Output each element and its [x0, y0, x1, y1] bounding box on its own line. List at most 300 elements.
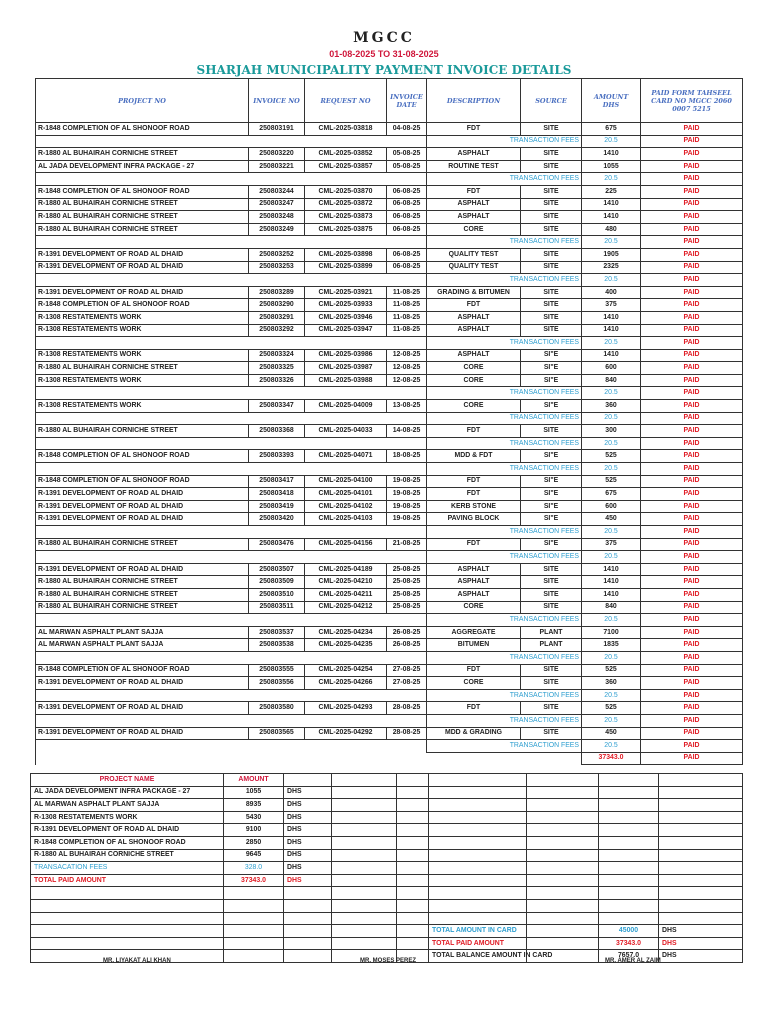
source-cell: SITE [521, 576, 582, 589]
request-cell: CML-2025-04293 [305, 702, 387, 715]
fee-amount: 20.5 [582, 651, 641, 664]
summary-project-name: R-1308 RESTATEMENTS WORK [31, 811, 224, 824]
fee-label: TRANSACTION FEES [427, 526, 582, 539]
status-badge: PAID [641, 563, 743, 576]
table-row [36, 626, 743, 639]
description-cell: ASPHALT [427, 588, 521, 601]
amount-cell: 525 [582, 664, 641, 677]
source-cell: SITE [521, 211, 582, 224]
description-cell: ASPHALT [427, 324, 521, 337]
empty-cell [397, 912, 429, 925]
fee-amount: 20.5 [582, 437, 641, 450]
table-row [36, 500, 743, 513]
request-cell: CML-2025-04211 [305, 588, 387, 601]
amount-cell: 225 [582, 185, 641, 198]
status-badge: PAID [641, 374, 743, 387]
date-cell: 19-08-25 [387, 488, 427, 501]
transaction-fee-row [36, 274, 743, 287]
source-cell: SI"E [521, 362, 582, 375]
source-cell: SI"E [521, 475, 582, 488]
period-range: 01-08-2025 TO 31-08-2025 [329, 49, 439, 59]
empty-cell [397, 862, 429, 875]
status-badge: PAID [641, 123, 743, 136]
date-cell: 12-08-25 [387, 349, 427, 362]
empty-cell [527, 899, 599, 912]
summary-row [31, 874, 743, 887]
spacer-cell [36, 274, 427, 287]
summary-amount: 1055 [224, 786, 284, 799]
empty-cell [599, 799, 659, 812]
empty-cell [397, 849, 429, 862]
empty-cell [284, 887, 332, 900]
empty-cell [659, 786, 743, 799]
description-cell: FDT [427, 488, 521, 501]
project-cell: R-1880 AL BUHAIRAH CORNICHE STREET [36, 362, 249, 375]
summary-amount: 9100 [224, 824, 284, 837]
status-badge: PAID [641, 274, 743, 287]
invoice-cell: 250803580 [249, 702, 305, 715]
request-cell: CML-2025-04235 [305, 639, 387, 652]
request-cell: CML-2025-04212 [305, 601, 387, 614]
status-badge: PAID [641, 160, 743, 173]
project-cell: R-1848 COMPLETION OF AL SHONOOF ROAD [36, 123, 249, 136]
status-badge: PAID [641, 639, 743, 652]
source-cell: PLANT [521, 639, 582, 652]
status-badge: PAID [641, 740, 743, 753]
status-badge: PAID [641, 513, 743, 526]
signature-amer: MR. AMER AL ZAIM [605, 958, 661, 964]
request-cell: CML-2025-04102 [305, 500, 387, 513]
summary-blank-row [31, 887, 743, 900]
empty-cell [397, 811, 429, 824]
invoice-cell: 250803252 [249, 248, 305, 261]
status-badge: PAID [641, 223, 743, 236]
empty-cell [332, 925, 397, 938]
table-row [36, 513, 743, 526]
date-cell: 25-08-25 [387, 576, 427, 589]
project-cell: R-1391 DEVELOPMENT OF ROAD AL DHAID [36, 677, 249, 690]
summary-project-name: TRANSACATION FEES [31, 862, 224, 875]
summary-project-name: R-1880 AL BUHAIRAH CORNICHE STREET [31, 849, 224, 862]
summary-unit: DHS [284, 811, 332, 824]
empty-cell [659, 849, 743, 862]
invoice-cell: 250803510 [249, 588, 305, 601]
amount-cell: 450 [582, 727, 641, 740]
empty-cell [284, 950, 332, 963]
card-label: TOTAL AMOUNT IN CARD [429, 925, 527, 938]
date-cell: 11-08-25 [387, 299, 427, 312]
request-cell: CML-2025-04103 [305, 513, 387, 526]
date-cell: 06-08-25 [387, 198, 427, 211]
col-project: PROJECT NO [36, 79, 249, 123]
summary-amount: 2850 [224, 836, 284, 849]
summary-project-name: R-1391 DEVELOPMENT OF ROAD AL DHAID [31, 824, 224, 837]
empty-cell [284, 774, 332, 787]
table-row [36, 185, 743, 198]
description-cell: FDT [427, 475, 521, 488]
status-badge: PAID [641, 211, 743, 224]
source-cell: SITE [521, 588, 582, 601]
transaction-fee-row [36, 412, 743, 425]
source-cell: SITE [521, 425, 582, 438]
amount-cell: 1835 [582, 639, 641, 652]
empty-cell [397, 874, 429, 887]
status-badge: PAID [641, 450, 743, 463]
empty-cell [31, 887, 224, 900]
status-badge: PAID [641, 324, 743, 337]
col-request: REQUEST NO [305, 79, 387, 123]
project-cell: R-1880 AL BUHAIRAH CORNICHE STREET [36, 576, 249, 589]
invoice-cell: 250803368 [249, 425, 305, 438]
fee-label: TRANSACTION FEES [427, 274, 582, 287]
date-cell: 12-08-25 [387, 374, 427, 387]
fee-amount: 20.5 [582, 135, 641, 148]
source-cell: SITE [521, 248, 582, 261]
source-cell: SI"E [521, 488, 582, 501]
status-badge: PAID [641, 576, 743, 589]
date-cell: 06-08-25 [387, 223, 427, 236]
empty-cell [527, 887, 599, 900]
empty-cell [332, 774, 397, 787]
invoice-cell: 250803417 [249, 475, 305, 488]
amount-cell: 360 [582, 400, 641, 413]
description-cell: KERB STONE [427, 500, 521, 513]
source-cell: SITE [521, 261, 582, 274]
request-cell: CML-2025-04234 [305, 626, 387, 639]
empty-cell [659, 887, 743, 900]
empty-cell [224, 899, 284, 912]
amount-cell: 1905 [582, 248, 641, 261]
table-row [36, 362, 743, 375]
project-cell: R-1848 COMPLETION OF AL SHONOOF ROAD [36, 475, 249, 488]
invoice-cell: 250803249 [249, 223, 305, 236]
request-cell: CML-2025-04156 [305, 538, 387, 551]
table-row [36, 198, 743, 211]
empty-cell [397, 786, 429, 799]
request-cell: CML-2025-03933 [305, 299, 387, 312]
invoice-cell: 250803556 [249, 677, 305, 690]
date-cell: 05-08-25 [387, 148, 427, 161]
empty-cell [397, 937, 429, 950]
summary-amount: 328.0 [224, 862, 284, 875]
invoice-cell: 250803509 [249, 576, 305, 589]
card-unit: DHS [659, 937, 743, 950]
table-row [36, 223, 743, 236]
spacer-cell [36, 551, 427, 564]
table-row [36, 563, 743, 576]
request-cell: CML-2025-03988 [305, 374, 387, 387]
date-cell: 19-08-25 [387, 475, 427, 488]
table-row [36, 664, 743, 677]
invoice-cell: 250803507 [249, 563, 305, 576]
request-cell: CML-2025-03857 [305, 160, 387, 173]
spacer-cell [36, 689, 427, 702]
fee-amount: 20.5 [582, 236, 641, 249]
table-row [36, 400, 743, 413]
empty-cell [527, 824, 599, 837]
amount-cell: 600 [582, 362, 641, 375]
project-cell: AL JADA DEVELOPMENT INFRA PACKAGE - 27 [36, 160, 249, 173]
amount-cell: 375 [582, 538, 641, 551]
source-cell: SITE [521, 160, 582, 173]
empty-cell [429, 887, 527, 900]
transaction-fee-row [36, 236, 743, 249]
description-cell: GRADING & BITUMEN [427, 286, 521, 299]
spacer-cell [36, 752, 582, 765]
status-badge: PAID [641, 337, 743, 350]
empty-cell [224, 887, 284, 900]
col-description: DESCRIPTION [427, 79, 521, 123]
document-title: MGCC [353, 30, 415, 46]
summary-header-project: PROJECT NAME [31, 774, 224, 787]
amount-cell: 1410 [582, 148, 641, 161]
status-badge: PAID [641, 689, 743, 702]
fee-amount: 20.5 [582, 412, 641, 425]
table-row [36, 488, 743, 501]
empty-cell [224, 925, 284, 938]
card-amount: 37343.0 [599, 937, 659, 950]
fee-label: TRANSACTION FEES [427, 463, 582, 476]
project-cell: R-1880 AL BUHAIRAH CORNICHE STREET [36, 601, 249, 614]
invoice-cell: 250803290 [249, 299, 305, 312]
status-badge: PAID [641, 362, 743, 375]
project-cell: R-1308 RESTATEMENTS WORK [36, 324, 249, 337]
empty-cell [429, 786, 527, 799]
fee-label: TRANSACTION FEES [427, 135, 582, 148]
date-cell: 19-08-25 [387, 513, 427, 526]
request-cell: CML-2025-04210 [305, 576, 387, 589]
empty-cell [659, 824, 743, 837]
date-cell: 13-08-25 [387, 400, 427, 413]
amount-cell: 1410 [582, 324, 641, 337]
status-badge: PAID [641, 702, 743, 715]
spacer-cell [36, 651, 427, 664]
description-cell: BITUMEN [427, 639, 521, 652]
empty-cell [332, 874, 397, 887]
amount-cell: 675 [582, 123, 641, 136]
empty-cell [599, 786, 659, 799]
empty-cell [527, 811, 599, 824]
date-cell: 11-08-25 [387, 311, 427, 324]
transaction-fee-row [36, 387, 743, 400]
table-row [36, 588, 743, 601]
table-row [36, 374, 743, 387]
transaction-fee-row [36, 463, 743, 476]
invoice-table [35, 78, 743, 765]
status-badge: PAID [641, 551, 743, 564]
card-label: TOTAL PAID AMOUNT [429, 937, 527, 950]
col-date: INVOICE DATE [387, 79, 427, 123]
date-cell: 05-08-25 [387, 160, 427, 173]
fee-amount: 20.5 [582, 614, 641, 627]
empty-cell [599, 862, 659, 875]
date-cell: 25-08-25 [387, 588, 427, 601]
description-cell: QUALITY TEST [427, 261, 521, 274]
card-spacer [527, 925, 599, 938]
amount-cell: 840 [582, 374, 641, 387]
table-row [36, 311, 743, 324]
fee-label: TRANSACTION FEES [427, 740, 582, 753]
table-row [36, 727, 743, 740]
card-spacer [527, 937, 599, 950]
source-cell: SITE [521, 664, 582, 677]
transaction-fee-row [36, 173, 743, 186]
empty-cell [31, 899, 224, 912]
status-badge: PAID [641, 500, 743, 513]
status-badge: PAID [641, 311, 743, 324]
status-badge: PAID [641, 400, 743, 413]
invoice-cell: 250803555 [249, 664, 305, 677]
amount-cell: 525 [582, 475, 641, 488]
project-cell: R-1880 AL BUHAIRAH CORNICHE STREET [36, 538, 249, 551]
project-cell: R-1880 AL BUHAIRAH CORNICHE STREET [36, 588, 249, 601]
invoice-cell: 250803511 [249, 601, 305, 614]
empty-cell [659, 912, 743, 925]
status-badge: PAID [641, 248, 743, 261]
request-cell: CML-2025-03921 [305, 286, 387, 299]
invoice-cell: 250803326 [249, 374, 305, 387]
table-row [36, 248, 743, 261]
status-badge: PAID [641, 538, 743, 551]
project-cell: R-1880 AL BUHAIRAH CORNICHE STREET [36, 198, 249, 211]
empty-cell [429, 836, 527, 849]
empty-cell [429, 849, 527, 862]
empty-cell [332, 899, 397, 912]
source-cell: SITE [521, 727, 582, 740]
table-row [36, 349, 743, 362]
spacer-cell [36, 614, 427, 627]
date-cell: 28-08-25 [387, 702, 427, 715]
project-cell: R-1880 AL BUHAIRAH CORNICHE STREET [36, 425, 249, 438]
invoice-cell: 250803324 [249, 349, 305, 362]
amount-cell: 1410 [582, 311, 641, 324]
empty-cell [659, 874, 743, 887]
status-badge: PAID [641, 614, 743, 627]
project-cell: R-1391 DEVELOPMENT OF ROAD AL DHAID [36, 248, 249, 261]
spacer-cell [36, 135, 427, 148]
fee-label: TRANSACTION FEES [427, 614, 582, 627]
empty-cell [429, 862, 527, 875]
empty-cell [332, 799, 397, 812]
table-row [36, 475, 743, 488]
request-cell: CML-2025-03873 [305, 211, 387, 224]
summary-unit: DHS [284, 799, 332, 812]
project-cell: R-1308 RESTATEMENTS WORK [36, 400, 249, 413]
description-cell: FDT [427, 425, 521, 438]
amount-cell: 450 [582, 513, 641, 526]
amount-cell: 525 [582, 450, 641, 463]
empty-cell [284, 937, 332, 950]
spacer-cell [36, 437, 427, 450]
status-badge: PAID [641, 626, 743, 639]
col-invoice: INVOICE NO [249, 79, 305, 123]
invoice-cell: 250803248 [249, 211, 305, 224]
empty-cell [284, 925, 332, 938]
table-row [36, 160, 743, 173]
request-cell: CML-2025-04292 [305, 727, 387, 740]
request-cell: CML-2025-04266 [305, 677, 387, 690]
empty-cell [429, 899, 527, 912]
project-cell: R-1308 RESTATEMENTS WORK [36, 374, 249, 387]
empty-cell [31, 912, 224, 925]
description-cell: MDD & FDT [427, 450, 521, 463]
empty-cell [397, 824, 429, 837]
amount-cell: 480 [582, 223, 641, 236]
col-source: SOURCE [521, 79, 582, 123]
project-cell: R-1391 DEVELOPMENT OF ROAD AL DHAID [36, 500, 249, 513]
empty-cell [397, 799, 429, 812]
table-row [36, 639, 743, 652]
date-cell: 27-08-25 [387, 677, 427, 690]
fee-label: TRANSACTION FEES [427, 689, 582, 702]
summary-header-amount: AMOUNT [224, 774, 284, 787]
request-cell: CML-2025-04189 [305, 563, 387, 576]
table-row [36, 286, 743, 299]
empty-cell [527, 786, 599, 799]
description-cell: ASPHALT [427, 211, 521, 224]
amount-cell: 675 [582, 488, 641, 501]
summary-blank-row [31, 912, 743, 925]
status-badge: PAID [641, 425, 743, 438]
date-cell: 12-08-25 [387, 362, 427, 375]
source-cell: SITE [521, 601, 582, 614]
fee-label: TRANSACTION FEES [427, 551, 582, 564]
summary-amount: 8935 [224, 799, 284, 812]
description-cell: QUALITY TEST [427, 248, 521, 261]
status-badge: PAID [641, 677, 743, 690]
amount-cell: 1410 [582, 588, 641, 601]
empty-cell [332, 849, 397, 862]
summary-unit: DHS [284, 862, 332, 875]
table-row [36, 211, 743, 224]
card-amount: 45000 [599, 925, 659, 938]
amount-cell: 2325 [582, 261, 641, 274]
request-cell: CML-2025-03875 [305, 223, 387, 236]
status-badge: PAID [641, 475, 743, 488]
status-badge: PAID [641, 148, 743, 161]
project-cell: R-1880 AL BUHAIRAH CORNICHE STREET [36, 211, 249, 224]
empty-cell [659, 836, 743, 849]
invoice-cell: 250803393 [249, 450, 305, 463]
transaction-fee-row [36, 614, 743, 627]
description-cell: CORE [427, 677, 521, 690]
invoice-cell: 250803537 [249, 626, 305, 639]
empty-cell [397, 836, 429, 849]
empty-cell [224, 937, 284, 950]
summary-unit: DHS [284, 874, 332, 887]
invoice-cell: 250803292 [249, 324, 305, 337]
date-cell: 25-08-25 [387, 563, 427, 576]
invoice-cell: 250803565 [249, 727, 305, 740]
spacer-cell [36, 714, 427, 727]
project-cell: R-1848 COMPLETION OF AL SHONOOF ROAD [36, 299, 249, 312]
table-row [36, 702, 743, 715]
request-cell: CML-2025-04100 [305, 475, 387, 488]
empty-cell [332, 824, 397, 837]
source-cell: SITE [521, 286, 582, 299]
date-cell: 04-08-25 [387, 123, 427, 136]
source-cell: SI"E [521, 349, 582, 362]
empty-cell [429, 824, 527, 837]
request-cell: CML-2025-03987 [305, 362, 387, 375]
description-cell: CORE [427, 223, 521, 236]
summary-header [31, 774, 743, 787]
source-cell: SI"E [521, 500, 582, 513]
table-row [36, 299, 743, 312]
grand-total-row [36, 752, 743, 765]
status-badge: PAID [641, 601, 743, 614]
empty-cell [659, 862, 743, 875]
